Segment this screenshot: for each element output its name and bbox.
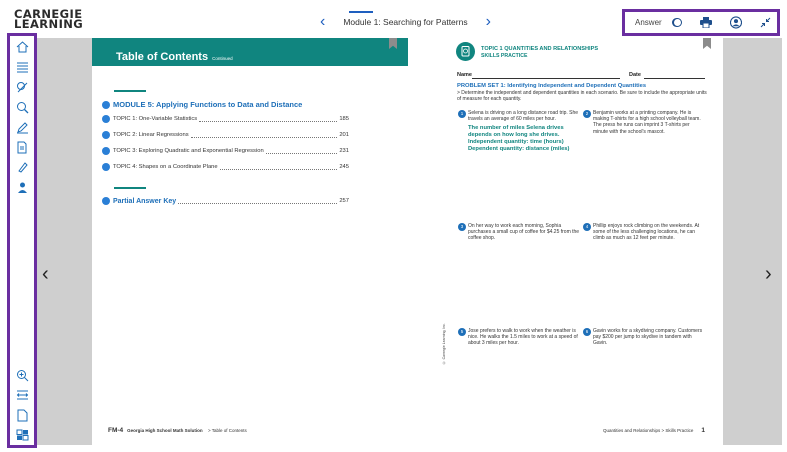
toc-row-partial-answer-key[interactable] [102, 197, 349, 205]
toc-row[interactable] [102, 147, 349, 155]
question-4 [585, 223, 703, 242]
toc-page-number: 245 [339, 164, 349, 170]
module-heading-text: MODULE 5: Applying Functions to Data and Distance [113, 100, 303, 109]
footer-section: Quantities and Relationships > Skills Practice [602, 428, 694, 433]
fit-width-icon[interactable] [15, 388, 29, 402]
module-nav [320, 14, 491, 30]
footer-page-number: FM-4 [108, 427, 124, 434]
date-label: Date [629, 72, 641, 78]
toc-page-number: 185 [339, 116, 349, 122]
answer-independent: Independent quantity: time (hours) [468, 139, 564, 146]
pencil-icon[interactable] [15, 120, 29, 134]
toc-page-number: 257 [339, 198, 349, 204]
toc-topic-label: TOPIC 2: Linear Regressions [113, 132, 189, 138]
home-icon[interactable] [15, 40, 29, 54]
chevron-left-icon[interactable]: ‹ [320, 13, 326, 30]
list-icon[interactable] [15, 60, 29, 74]
leader-dots [178, 199, 337, 204]
logo-line-2: LEARNING [14, 17, 84, 31]
partial-answer-key-label: Partial Answer Key [113, 197, 177, 205]
question-text: Jose prefers to walk to work when the weather is nice. He walks the 1.5 miles to work at a speed of about 3 miles per hour. [468, 328, 578, 347]
print-icon[interactable] [700, 17, 712, 29]
thumbnails-icon[interactable] [15, 428, 29, 442]
document-icon[interactable] [15, 140, 29, 154]
question-text: Selena is driving on a long distance road trip. She travels an average of 60 miles per hour. [468, 110, 579, 123]
toc-row[interactable] [102, 131, 349, 139]
answer-toggle[interactable] [672, 18, 682, 27]
answer-dependent: Dependent quantity: distance (miles) [468, 146, 570, 153]
toc-title-text: Table of Contents [116, 51, 209, 63]
toc-topic-label: TOPIC 3: Exploring Quadratic and Exponential Regression [113, 148, 264, 154]
collapse-icon[interactable] [760, 17, 771, 29]
topic-bullet-icon [102, 131, 110, 139]
question-text: Gavin works for a skydiving company. Customers pay $200 per jump to skydive in tandem with Gavin. [593, 328, 703, 347]
name-date-row [457, 72, 705, 78]
toc-topic-label: TOPIC 1: One-Variable Statistics [113, 116, 198, 122]
name-line [472, 78, 620, 79]
question-text: Benjamin works at a printing company. He is making T-shirts for a high school volleyball team. The press he runs can imprint 3 T-shirts per minute with the school's mascot. [593, 110, 701, 135]
question-number: 6 [583, 328, 591, 336]
topic-bullet-icon [102, 115, 110, 123]
question-number: 3 [458, 223, 466, 231]
top-bar [0, 0, 787, 38]
date-line [644, 78, 705, 79]
question-6 [585, 328, 703, 347]
divider [114, 187, 146, 189]
toc-row[interactable] [102, 163, 349, 171]
footer-section: Table of Contents [211, 428, 247, 433]
bookmark-icon[interactable] [703, 38, 711, 49]
leader-dots [199, 117, 337, 122]
module-heading[interactable] [102, 100, 302, 109]
left-footer [108, 427, 247, 434]
right-page [408, 38, 723, 445]
module-bullet-icon [102, 101, 110, 109]
topic-heading: TOPIC 1 QUANTITIES AND RELATIONSHIPS [481, 46, 599, 52]
left-sidebar [7, 33, 37, 448]
skills-practice-icon [456, 42, 475, 61]
toc-page-number: 201 [339, 132, 349, 138]
skills-practice-subtitle: SKILLS PRACTICE [481, 53, 528, 59]
name-label: Name [457, 72, 472, 78]
answer-label: Answer [635, 18, 662, 27]
question-2 [585, 110, 703, 135]
page-icon[interactable] [15, 408, 29, 422]
footer-separator: > [207, 428, 211, 433]
copyright-vertical: © Carnegie Learning, Inc. [442, 323, 446, 365]
toolbar-right [622, 9, 780, 36]
toc-continued: Continued [212, 56, 233, 61]
divider [114, 90, 146, 92]
user-avatar-icon[interactable] [730, 17, 742, 29]
toc-page-number: 231 [339, 148, 349, 154]
problem-set-instructions: > Determine the independent and dependent quantities in each scenario. Be sure to include the appropriate units of measure for each quantity. [457, 90, 707, 102]
tools-icon[interactable] [15, 80, 29, 94]
toc-title [116, 51, 233, 63]
logo-line-1: CARNEGIE [14, 7, 83, 21]
topic-bullet-icon [102, 163, 110, 171]
question-text: On her way to work each morning, Sophia purchases a small cup of coffee for $4.25 from the coffee shop. [468, 223, 580, 242]
answer-text: The number of miles Selena drives depends on how long she drives. [468, 125, 564, 139]
footer-page-number: 1 [701, 427, 705, 434]
question-number: 2 [583, 110, 591, 118]
question-number: 1 [458, 110, 466, 118]
left-page [92, 38, 408, 445]
leader-dots [220, 165, 338, 170]
question-number: 4 [583, 223, 591, 231]
user-icon[interactable] [15, 180, 29, 194]
chevron-right-icon[interactable]: › [485, 13, 491, 30]
right-footer [603, 427, 705, 434]
next-page-icon[interactable]: › [765, 263, 772, 285]
topic-bullet-icon [102, 147, 110, 155]
toc-topic-label: TOPIC 4: Shapes on a Coordinate Plane [113, 164, 218, 170]
zoom-in-icon[interactable] [15, 368, 29, 382]
answer-key-bullet-icon [102, 197, 110, 205]
question-3 [460, 223, 580, 242]
leader-dots [266, 149, 338, 154]
highlighter-icon[interactable] [15, 160, 29, 174]
leader-dots [191, 133, 338, 138]
search-icon[interactable] [15, 100, 29, 114]
toc-row[interactable] [102, 115, 349, 123]
question-1 [460, 110, 580, 153]
question-number: 5 [458, 328, 466, 336]
problem-set-title: PROBLEM SET 1: Identifying Independent and Dependent Quantities [457, 83, 647, 89]
previous-page-icon[interactable]: ‹ [42, 263, 49, 285]
toc-header [92, 38, 408, 66]
question-text: Phillip enjoys rock climbing on the weekends. At some of the less challenging locations, he can climb as much as 12 feet per minute. [593, 223, 700, 242]
carnegie-learning-logo[interactable] [14, 9, 83, 29]
question-5 [460, 328, 580, 347]
module-title[interactable]: Module 1: Searching for Patterns [333, 17, 477, 27]
footer-book-title: Georgia High School Math Solution [127, 428, 203, 433]
